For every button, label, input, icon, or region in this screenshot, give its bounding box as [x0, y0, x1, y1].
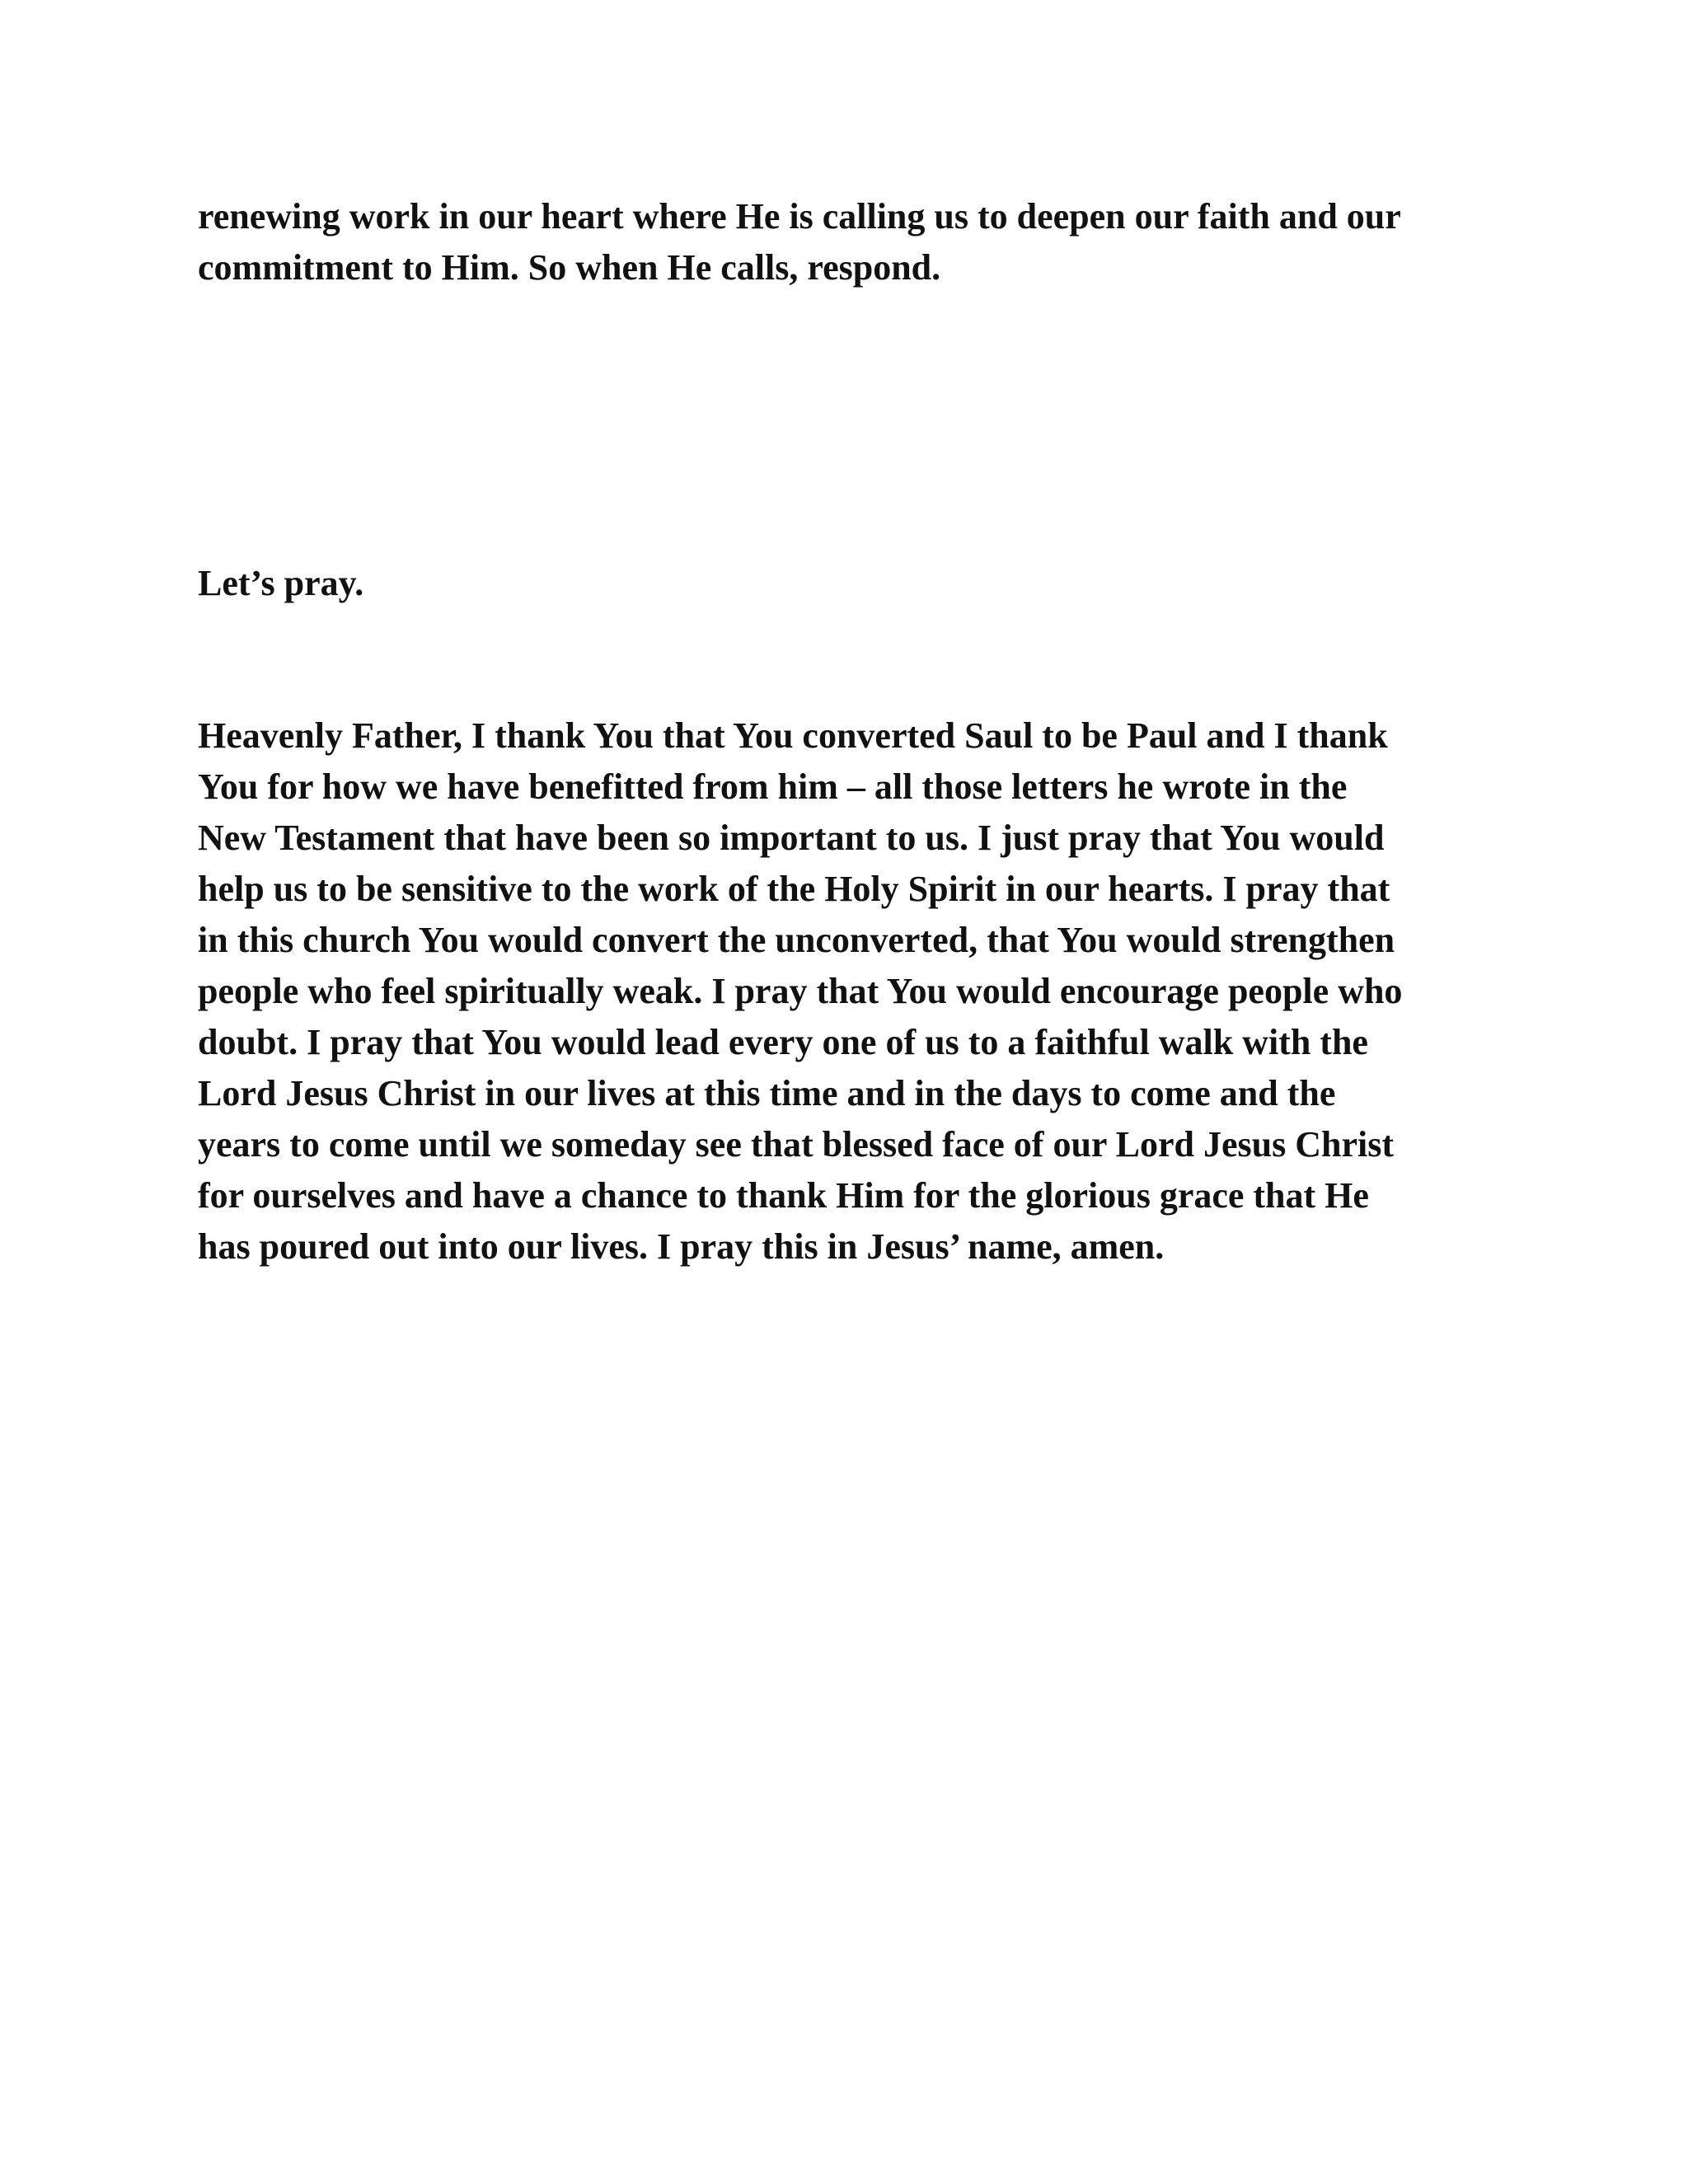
text-line: years to come until we someday see that blessed face of our Lord Jesus Christ [198, 1124, 1395, 1165]
paragraph-prayer [198, 710, 1500, 1272]
text-line: doubt. I pray that You would lead every one of us to a faithful walk with the [198, 1022, 1368, 1062]
text-line: people who feel spiritually weak. I pray that You would encourage people who [198, 971, 1403, 1011]
paragraph-closing-remark [198, 191, 1500, 293]
text-line: for ourselves and have a chance to thank Him for the glorious grace that He [198, 1175, 1369, 1216]
text-line: commitment to Him. So when He calls, respond. [198, 247, 941, 288]
text-line: in this church You would convert the unconverted, that You would strengthen [198, 920, 1395, 960]
text-line: You for how we have benefitted from him – all those letters he wrote in the [198, 766, 1348, 807]
text-line: help us to be sensitive to the work of the Holy Spirit in our hearts. I pray that [198, 869, 1390, 909]
text-line: Heavenly Father, I thank You that You converted Saul to be Paul and I thank [198, 715, 1388, 756]
text-line: Lord Jesus Christ in our lives at this time and in the days to come and the [198, 1073, 1336, 1113]
text-line: has poured out into our lives. I pray this in Jesus’ name, amen. [198, 1226, 1165, 1267]
text-line: New Testament that have been so important to us. I just pray that You would [198, 818, 1385, 858]
text-line: renewing work in our heart where He is calling us to deepen our faith and our [198, 196, 1401, 237]
paragraph-lets-pray [198, 558, 1500, 609]
text-line: Let’s pray. [198, 563, 364, 603]
